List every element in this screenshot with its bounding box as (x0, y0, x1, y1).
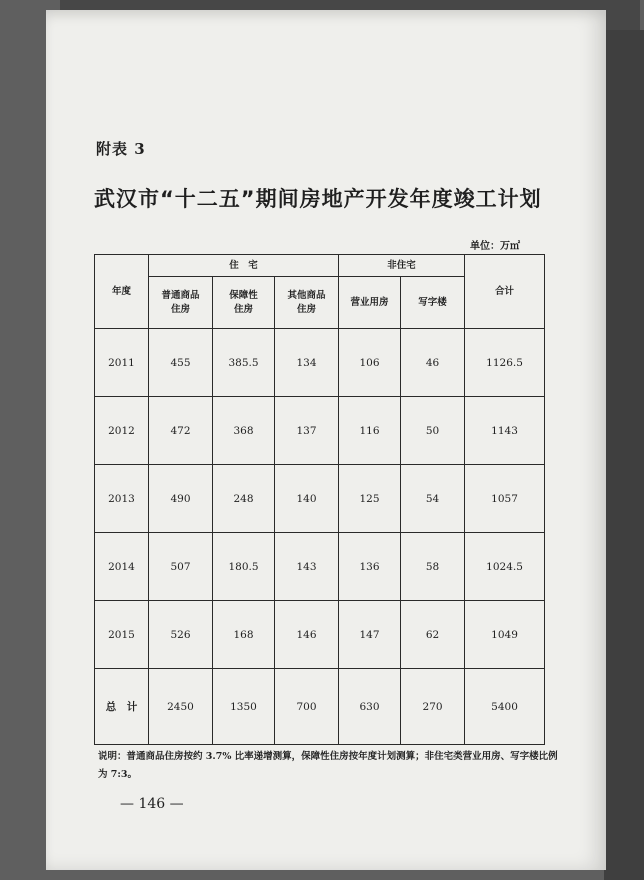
cell-affordable: 180.5 (213, 533, 275, 601)
cell-total: 1143 (465, 397, 545, 465)
cell-office: 54 (401, 465, 465, 533)
cell-ordinary: 507 (149, 533, 213, 601)
page-number: — 146 — (120, 796, 184, 812)
header-ordinary-commercial: 普通商品住房 (149, 277, 213, 329)
cell-ordinary: 472 (149, 397, 213, 465)
scan-right-edge (604, 30, 644, 880)
cell-affordable: 248 (213, 465, 275, 533)
cell-other: 134 (275, 329, 339, 397)
table-note: 说明：普通商品住房按约 3.7% 比率递增测算，保障性住房按年度计划测算；非住宅类营业用房、写字楼比例为 7:3。 (98, 751, 558, 780)
table-row (95, 601, 545, 669)
header-other-commercial: 其他商品住房 (275, 277, 339, 329)
header-total: 合计 (465, 255, 545, 329)
cell-other: 700 (275, 669, 339, 745)
header-non-residential: 非住宅 (339, 255, 465, 277)
cell-total: 1057 (465, 465, 545, 533)
cell-business: 630 (339, 669, 401, 745)
header-business: 营业用房 (339, 277, 401, 329)
cell-office: 58 (401, 533, 465, 601)
cell-office: 270 (401, 669, 465, 745)
cell-year: 2013 (95, 465, 149, 533)
completion-plan-table (94, 254, 545, 745)
cell-affordable: 1350 (213, 669, 275, 745)
cell-affordable: 168 (213, 601, 275, 669)
page-title: 武汉市“十二五”期间房地产开发年度竣工计划 (94, 187, 542, 211)
cell-office: 46 (401, 329, 465, 397)
header-row-group (95, 255, 545, 277)
cell-ordinary: 490 (149, 465, 213, 533)
cell-business: 136 (339, 533, 401, 601)
header-affordable: 保障性住房 (213, 277, 275, 329)
cell-business: 106 (339, 329, 401, 397)
cell-affordable: 385.5 (213, 329, 275, 397)
table-row (95, 533, 545, 601)
cell-office: 50 (401, 397, 465, 465)
appendix-label: 附表 3 (96, 140, 146, 158)
cell-ordinary: 526 (149, 601, 213, 669)
header-year: 年度 (95, 255, 149, 329)
cell-other: 146 (275, 601, 339, 669)
cell-total: 5400 (465, 669, 545, 745)
cell-other: 137 (275, 397, 339, 465)
cell-business: 116 (339, 397, 401, 465)
cell-total: 1049 (465, 601, 545, 669)
cell-year: 总 计 (95, 669, 149, 745)
header-office: 写字楼 (401, 277, 465, 329)
unit-label: 单位：万㎡ (470, 241, 520, 252)
cell-other: 143 (275, 533, 339, 601)
cell-office: 62 (401, 601, 465, 669)
cell-business: 147 (339, 601, 401, 669)
table-row (95, 397, 545, 465)
cell-other: 140 (275, 465, 339, 533)
cell-year: 2014 (95, 533, 149, 601)
cell-ordinary: 2450 (149, 669, 213, 745)
header-residential: 住 宅 (149, 255, 339, 277)
cell-affordable: 368 (213, 397, 275, 465)
table-row (95, 465, 545, 533)
table-row-total (95, 669, 545, 745)
table-row (95, 329, 545, 397)
cell-year: 2012 (95, 397, 149, 465)
cell-total: 1024.5 (465, 533, 545, 601)
cell-business: 125 (339, 465, 401, 533)
cell-year: 2015 (95, 601, 149, 669)
cell-ordinary: 455 (149, 329, 213, 397)
cell-year: 2011 (95, 329, 149, 397)
cell-total: 1126.5 (465, 329, 545, 397)
